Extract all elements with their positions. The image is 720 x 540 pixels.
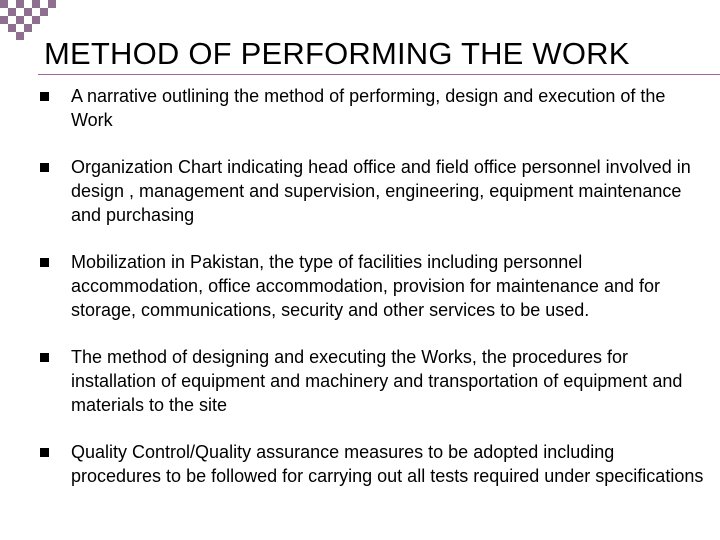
square-bullet-icon xyxy=(40,92,49,101)
square-bullet-icon xyxy=(40,353,49,362)
square-bullet-icon xyxy=(40,163,49,172)
title-underline xyxy=(38,74,720,75)
bullet-item xyxy=(40,155,708,227)
bullet-text: Mobilization in Pakistan, the type of facilities including personnel accommodation, office accommodation, provision for maintenance and for storage, communications, security and other services to be used. xyxy=(71,252,660,320)
bullet-item xyxy=(40,84,708,132)
bullet-text: The method of designing and executing the Works, the procedures for installation of equipment and machinery and transportation of equipment and materials to the site xyxy=(71,347,683,415)
square-bullet-icon xyxy=(40,258,49,267)
bullet-item xyxy=(40,345,708,417)
bullet-text: Quality Control/Quality assurance measures to be adopted including procedures to be followed for carrying out all tests required under specifications xyxy=(71,442,704,486)
slide-title: METHOD OF PERFORMING THE WORK xyxy=(44,36,630,71)
corner-checker-decoration xyxy=(0,0,60,40)
bullet-list xyxy=(40,84,708,511)
bullet-text: A narrative outlining the method of performing, design and execution of the Work xyxy=(71,86,666,130)
bullet-item xyxy=(40,440,708,488)
bullet-text: Organization Chart indicating head office and field office personnel involved in design , management and supervision, engineering, equipment maintenance and purchasing xyxy=(71,157,691,225)
square-bullet-icon xyxy=(40,448,49,457)
bullet-item xyxy=(40,250,708,322)
